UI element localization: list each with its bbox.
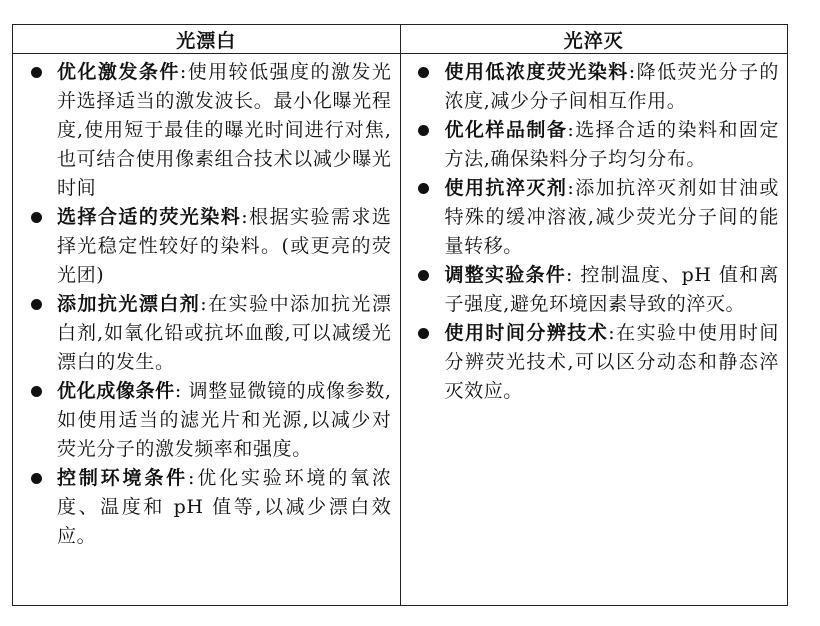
item-description: 在实验中添加抗光漂白剂,如氧化铅或抗坏血酸,可以减缓光漂白的发生。 xyxy=(57,293,392,373)
table-header-row xyxy=(13,25,787,54)
item-term: 添加抗光漂白剂 xyxy=(57,293,201,315)
item-separator: : xyxy=(567,119,575,141)
item-separator: : xyxy=(188,467,196,489)
bullet-icon xyxy=(403,174,445,194)
bullet-icon xyxy=(15,58,57,78)
bullet-icon xyxy=(15,203,57,223)
bullet-dot-icon xyxy=(418,183,429,194)
photobleaching-list-item xyxy=(23,58,392,203)
item-term: 控制环境条件 xyxy=(57,467,188,489)
quenching-list-item xyxy=(411,116,780,174)
item-text xyxy=(57,58,392,203)
bullet-dot-icon xyxy=(31,299,42,310)
item-separator: : xyxy=(200,293,208,315)
item-description: 选择合适的染料和固定方法,确保染料分子均匀分布。 xyxy=(444,119,779,170)
item-text xyxy=(445,116,780,174)
bullet-dot-icon xyxy=(31,67,42,78)
item-separator: : xyxy=(179,61,187,83)
item-description: 添加抗淬灭剂如甘油或特殊的缓冲溶液,减少荧光分子间的能量转移。 xyxy=(444,177,779,257)
table-body-row xyxy=(13,54,787,605)
bullet-icon xyxy=(403,261,445,281)
header-photobleaching: 光漂白 xyxy=(13,25,401,53)
item-text xyxy=(57,203,392,290)
bullet-icon xyxy=(15,377,57,397)
header-quenching: 光淬灭 xyxy=(563,29,624,52)
bullet-icon xyxy=(15,290,57,310)
item-description: 调整显微镜的成像参数,如使用适当的滤光片和光源,以减少对荧光分子的激发频率和强度。 xyxy=(57,380,392,460)
bullet-icon xyxy=(403,116,445,136)
quenching-column xyxy=(401,54,788,605)
item-separator: : xyxy=(174,380,189,402)
item-text xyxy=(445,319,780,406)
bullet-dot-icon xyxy=(31,386,42,397)
quenching-list-item xyxy=(411,174,780,261)
bullet-icon xyxy=(403,319,445,339)
quenching-list-item xyxy=(411,319,780,406)
item-term: 优化样品制备 xyxy=(444,119,568,141)
quenching-list-item xyxy=(411,58,780,116)
item-term: 调整实验条件 xyxy=(444,264,567,286)
item-separator: : xyxy=(241,206,249,228)
item-text xyxy=(445,261,780,319)
bullet-dot-icon xyxy=(418,125,429,136)
bullet-dot-icon xyxy=(418,270,429,281)
item-description: 在实验中使用时间分辨荧光技术,可以区分动态和静态淬灭效应。 xyxy=(444,322,779,402)
item-term: 使用抗淬灭剂 xyxy=(444,177,568,199)
bullet-dot-icon xyxy=(418,67,429,78)
bullet-dot-icon xyxy=(418,328,429,339)
item-term: 使用低浓度荧光染料 xyxy=(444,61,629,83)
item-separator: : xyxy=(567,177,575,199)
item-description: 降低荧光分子的浓度,减少分子间相互作用。 xyxy=(444,61,780,112)
comparison-table xyxy=(12,24,788,606)
photobleaching-column xyxy=(13,54,401,605)
item-term: 使用时间分辨技术 xyxy=(444,322,609,344)
item-description: 控制温度、pH 值和离子强度,避免环境因素导致的淬灭。 xyxy=(444,264,779,315)
photobleaching-list-item xyxy=(23,464,392,551)
item-term: 优化激发条件 xyxy=(57,61,180,83)
item-description: 使用较低强度的激发光并选择适当的激发波长。最小化曝光程度,使用短于最佳的曝光时间进行对焦,也可结合使用像素组合技术以减少曝光时间 xyxy=(57,61,392,199)
item-description: 根据实验需求选择光稳定性较好的染料。(或更亮的荧光团) xyxy=(57,206,392,286)
photobleaching-list-item xyxy=(23,290,392,377)
bullet-icon xyxy=(15,464,57,484)
photobleaching-list-item xyxy=(23,203,392,290)
item-description: 优化实验环境的氧浓度、温度和 pH 值等,以减少漂白效应。 xyxy=(57,467,392,547)
quenching-list-item xyxy=(411,261,780,319)
item-text xyxy=(445,174,780,261)
item-term: 优化成像条件 xyxy=(57,380,175,402)
bullet-icon xyxy=(403,58,445,78)
item-text xyxy=(57,464,392,551)
item-separator: : xyxy=(566,264,581,286)
item-text xyxy=(445,58,780,116)
photobleaching-list-item xyxy=(23,377,392,464)
bullet-dot-icon xyxy=(31,473,42,484)
bullet-dot-icon xyxy=(31,212,42,223)
item-separator: : xyxy=(608,322,616,344)
item-text xyxy=(57,290,392,377)
item-text xyxy=(57,377,392,464)
item-separator: : xyxy=(628,61,636,83)
item-term: 选择合适的荧光染料 xyxy=(57,206,242,228)
